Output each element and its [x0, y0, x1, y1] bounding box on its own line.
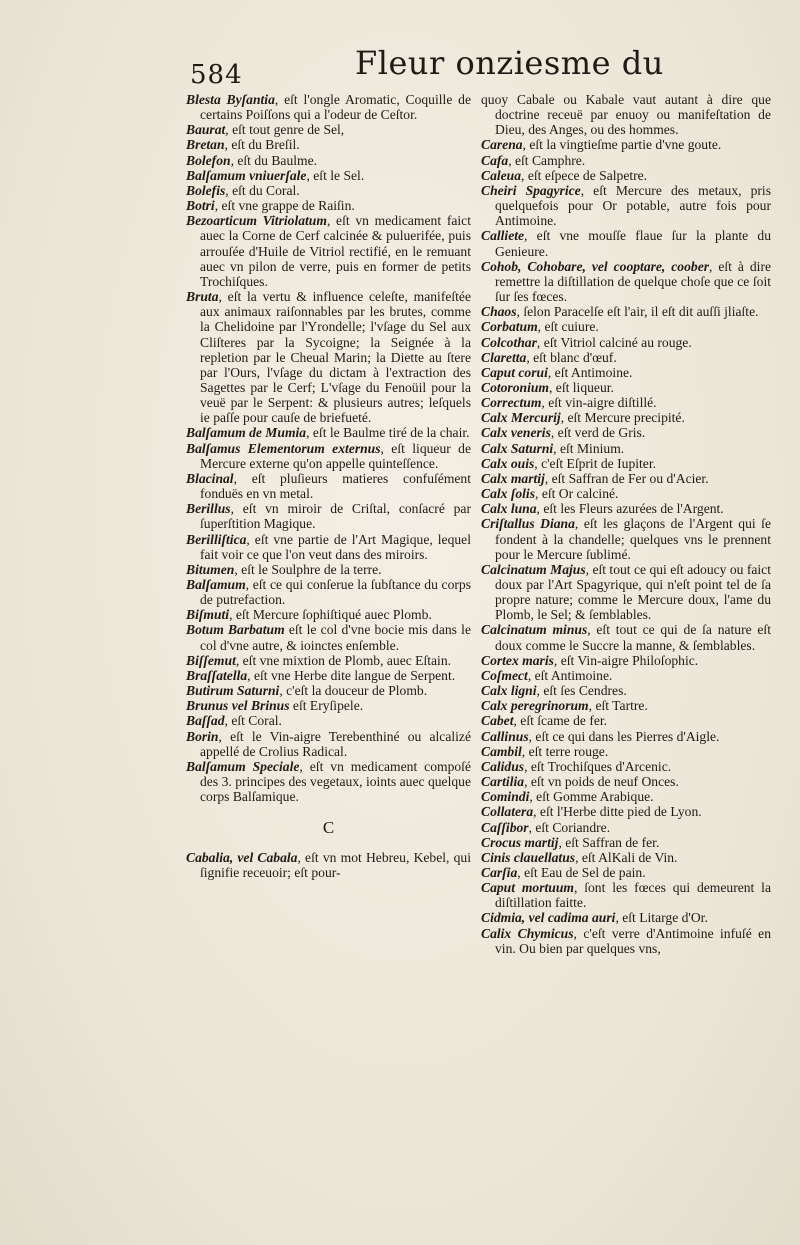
glossary-entry: [481, 168, 771, 183]
glossary-entry: [481, 395, 771, 410]
entry-definition: , eſt verd de Gris.: [550, 425, 646, 441]
entry-term: Blesta Byſantia: [186, 92, 275, 107]
entry-definition: , eſt ſcame de fer.: [513, 713, 608, 729]
entry-definition: , eſt ſes Cendres.: [536, 683, 627, 699]
glossary-entry: [481, 562, 771, 623]
entry-term: Correctum: [481, 395, 542, 411]
entry-term: Baſſad: [186, 713, 225, 729]
entry-definition: , eſt Antimoine.: [527, 667, 613, 683]
entry-term: Caput corui: [481, 364, 548, 380]
entry-definition: , eſt le Soulphre de la terre.: [234, 561, 382, 577]
glossary-entry: [481, 319, 771, 334]
glossary-entry: [186, 532, 471, 562]
entry-definition: , eſt vin-aigre diſtillé.: [541, 395, 657, 411]
entry-term: Cambil: [481, 743, 522, 759]
entry-definition: , eſt AlKali de Vin.: [575, 849, 678, 865]
entry-definition: , eſt vne mouſſe flaue ſur la plante du Genieure.: [495, 228, 771, 259]
entry-definition: , ſelon Paracelſe eſt l'air, il eſt dit auſſi jliaſte.: [516, 304, 759, 320]
glossary-entry: [481, 774, 771, 789]
entry-definition: , c'eſt la douceur de Plomb.: [279, 683, 428, 699]
glossary-entry: [481, 668, 771, 683]
glossary-entry: [481, 380, 771, 395]
entry-definition: , eſt Camphre.: [508, 152, 586, 168]
entry-definition: , eſt Gomme Arabique.: [529, 789, 654, 805]
entry-term: Callinus: [481, 728, 529, 744]
entry-term: Bolefis: [186, 182, 226, 198]
entry-term: Blacinal: [186, 470, 234, 486]
glossary-entry: [481, 865, 771, 880]
entry-definition: , eſt du Baulme.: [230, 152, 318, 168]
entry-term: Caleua: [481, 167, 522, 183]
glossary-entry: [481, 622, 771, 652]
entry-definition: , eſt vn medicament compoſé des 3. principes des vegetaux, ioints auec quelque corps Balſamique.: [200, 758, 471, 805]
glossary-entry: [481, 153, 771, 168]
glossary-entry: [481, 653, 771, 668]
entry-definition: , eſt ce qui dans les Pierres d'Aigle.: [528, 728, 720, 744]
entry-term: Calx martij: [481, 470, 545, 486]
glossary-entry: [481, 804, 771, 819]
entry-definition: , eſt liqueur.: [549, 379, 614, 395]
entry-term: Botum Barbatum: [186, 622, 285, 638]
glossary-entry: [186, 92, 471, 122]
entry-definition: , eſt la vertu & influence celeſte, manifeſtée aux animaux raiſonnables par les brutes, comme la Chelidoine par l'Yrondelle; l'vſage du Sel aux Cliſteres par la Sycoigne; la Seignée à la repletion par le Cheual Marin; la Diette au ſtere par l'Ours, l'vſage du dictam à l'extraction des Sagettes par le Cerf; L'vſage du Fenoüil pour la veuë par le Serpent: & plusieurs autres; leſquels ie paſſe pour cauſe de briefueté.: [200, 289, 471, 426]
glossary-entry: [481, 335, 771, 350]
glossary-entry: [186, 213, 471, 289]
left-entries-after: [186, 850, 471, 880]
entry-term: Cafa: [481, 152, 509, 168]
entry-term: Borin: [186, 728, 219, 744]
glossary-entry: [481, 789, 771, 804]
entry-definition: , eſt pluſieurs matieres confuſément fonduës en vn metal.: [200, 470, 471, 502]
glossary-entry: [481, 259, 771, 304]
entry-definition: , eſt les Fleurs azurées de l'Argent.: [536, 501, 724, 517]
glossary-entry: [186, 850, 471, 880]
entry-definition: , eſt le Vin-aigre Terebenthiné ou alcalizé appellé de Crolius Radical.: [200, 728, 471, 759]
glossary-entry: [481, 820, 771, 835]
entry-term: Butirum Saturni: [186, 683, 280, 699]
glossary-entry: [186, 729, 471, 759]
entry-term: Botri: [186, 198, 215, 214]
entry-term: Cabet: [481, 713, 514, 729]
glossary-entry: [186, 501, 471, 531]
glossary-entry: [186, 471, 471, 501]
entry-term: Calx peregrinorum: [481, 698, 589, 714]
page-number: 584: [190, 60, 243, 90]
glossary-entry: [481, 456, 771, 471]
entry-definition: , eſt vne mixtion de Plomb, auec Eſtain.: [235, 652, 452, 668]
entry-term: Calx ouis: [481, 455, 535, 471]
entry-term: Corbatum: [481, 319, 538, 335]
glossary-entry: [481, 910, 771, 925]
entry-term: Bitumen: [186, 561, 235, 577]
glossary-entry: [481, 441, 771, 456]
entry-definition: , eſt tout ce qui de ſa nature eſt doux comme le Succre la manne, & ſemblables.: [495, 622, 771, 653]
entry-definition: , eſt du Coral.: [225, 182, 300, 198]
entry-term: Bezoarticum Vitriolatum: [186, 213, 327, 229]
entry-definition: , eſt Antimoine.: [547, 364, 633, 380]
glossary-entry: [186, 683, 471, 698]
entry-definition: , eſt vn poids de neuf Onces.: [524, 774, 679, 790]
entry-definition: , c'eſt Eſprit de Iupiter.: [534, 455, 656, 471]
entry-term: Carena: [481, 137, 523, 153]
entry-definition: , eſt vne partie de l'Art Magique, lequel fait voir ce que l'on veut dans des miroirs.: [200, 531, 471, 562]
entry-term: Calx Mercurij: [481, 410, 561, 426]
left-entries: [186, 92, 471, 804]
glossary-entry: [481, 228, 771, 258]
entry-definition: , eſt Vitriol calciné au rouge.: [536, 334, 692, 350]
entry-term: Calix Chymicus: [481, 925, 574, 941]
entry-term: Biſſemut: [186, 652, 236, 668]
entry-term: Calx Saturni: [481, 440, 554, 456]
entry-definition: , ſont les fœces qui demeurent la diſtillation faitte.: [495, 880, 771, 911]
entry-term: Braſſatella: [186, 667, 248, 683]
glossary-entry: [186, 137, 471, 152]
glossary-entry: [481, 92, 771, 137]
entry-term: Cheiri Spagyrice: [481, 182, 581, 198]
entry-definition: eſt Eryſipele.: [289, 698, 364, 714]
entry-definition: , eſt du Breſil.: [224, 137, 300, 153]
glossary-entry: [481, 410, 771, 425]
right-entries: [481, 92, 771, 956]
glossary-entry: [481, 486, 771, 501]
entry-definition: , eſt vn mot Hebreu, Kebel, qui ſignifie receuoir; eſt pour-: [200, 849, 471, 880]
entry-term: Caſſibor: [481, 819, 529, 835]
entry-definition: , eſt Minium.: [553, 440, 625, 456]
entry-definition: , eſt tout genre de Sel,: [225, 122, 345, 138]
section-letter: C: [322, 818, 335, 838]
entry-term: Berilliſtica: [186, 531, 247, 547]
entry-term: Cartilia: [481, 774, 525, 790]
glossary-entry: [481, 365, 771, 380]
entry-term: Cidmia, vel cadima auri: [481, 910, 616, 926]
entry-definition: , eſt les glaçons de l'Argent qui ſe fondent à la chandelle; quelques vns le prennent pour le Mercure ſublimé.: [495, 516, 771, 562]
entry-term: Cotoronium: [481, 379, 549, 395]
glossary-entry: [481, 304, 771, 319]
entry-definition: , eſt vne Herbe dite langue de Serpent.: [247, 667, 456, 683]
entry-term: Berillus: [186, 501, 231, 517]
glossary-entry: [186, 713, 471, 728]
glossary-entry: [481, 713, 771, 728]
entry-term: Balſamum: [186, 577, 246, 592]
entry-definition: , eſt Saffran de fer.: [558, 834, 660, 850]
right-column: [481, 92, 771, 956]
entry-definition: , eſt vne grappe de Raiſin.: [214, 198, 355, 214]
entry-definition: , eſt blanc d'œuf.: [526, 349, 617, 365]
glossary-entry: [186, 562, 471, 577]
entry-term: Chaos: [481, 304, 517, 320]
entry-definition: , eſt vn miroir de Criſtal, conſacré par ſuperſtition Magique.: [200, 501, 471, 532]
glossary-entry: [481, 880, 771, 910]
glossary-entry: [186, 153, 471, 168]
entry-definition: , eſt Mercure des metaux, pris quelquefois pour Or potable, autre fois pour Antimoine.: [495, 182, 771, 229]
entry-term: Calidus: [481, 758, 525, 774]
left-column: [186, 92, 471, 880]
entry-term: Calliete: [481, 228, 525, 244]
entry-definition: , eſt l'ongle Aromatic, Coquille de certains Poiſſons qui a l'odeur de Ceſtor.: [200, 92, 471, 123]
entry-definition: , eſt eſpece de Salpetre.: [521, 167, 648, 183]
glossary-entry: [481, 744, 771, 759]
glossary-entry: [481, 729, 771, 744]
entry-term: Comindi: [481, 789, 530, 805]
entry-definition: , eſt Vin-aigre Philoſophic.: [553, 652, 699, 668]
entry-definition: , eſt Trochiſques d'Arcenic.: [524, 758, 672, 774]
entry-term: Criſtallus Diana: [481, 516, 575, 532]
entry-term: Biſmuti: [186, 607, 230, 623]
glossary-entry: [481, 926, 771, 956]
entry-term: Claretta: [481, 349, 527, 365]
entry-definition: , eſt ce qui conſerue la ſubſtance du corps de putrefaction.: [200, 577, 471, 608]
entry-term: Bruta: [186, 289, 219, 305]
glossary-entry: [186, 668, 471, 683]
entry-definition: , eſt vn medicament faict auec la Corne de Cerf calcinée & puluerifée, puis arrouſée d'Huile de Vitriol rectifié, en le remuant auec vn pilon de verre, puis en former de petits Trochiſques.: [200, 213, 471, 289]
entry-definition: , eſt à dire remettre la diſtillation de quelque choſe que ce ſoit ſur ſes fœces.: [495, 258, 772, 305]
entry-definition: , eſt Mercure precipité.: [560, 410, 685, 426]
entry-term: Brunus vel Brinus: [186, 698, 290, 714]
entry-definition: , eſt la vingtieſme partie d'vne goute.: [522, 137, 722, 153]
glossary-entry: [481, 501, 771, 516]
glossary-entry: [186, 122, 471, 137]
entry-term: Calx luna: [481, 501, 537, 517]
glossary-entry: [481, 137, 771, 152]
entry-term: Carſia: [481, 864, 518, 880]
entry-definition: , eſt Coriandre.: [528, 819, 611, 835]
glossary-entry: [186, 289, 471, 425]
running-title: Fleur onziesme du: [355, 44, 664, 82]
glossary-entry: [481, 698, 771, 713]
entry-definition: quoy Cabale ou Kabale vaut autant à dire que doctrine receuë par enuoy ou manifeſtation de Dieu, des Anges, ou des hommes.: [481, 92, 771, 138]
entry-definition: , eſt liqueur de Mercure externe qu'on appelle quinteſſence.: [200, 440, 471, 471]
entry-term: Coſmect: [481, 667, 528, 683]
glossary-entry: [186, 168, 471, 183]
entry-term: Calcinatum Majus: [481, 561, 586, 577]
glossary-entry: [481, 759, 771, 774]
entry-definition: , eſt Coral.: [224, 713, 282, 729]
entry-definition: , eſt cuiure.: [537, 319, 599, 335]
glossary-entry: [186, 198, 471, 213]
entry-definition: , eſt l'Herbe ditte pied de Lyon.: [533, 804, 702, 820]
glossary-entry: [186, 622, 471, 652]
entry-definition: , eſt le Sel.: [306, 167, 365, 183]
entry-term: Cohob, Cohobare, vel cooptare, coober: [481, 258, 710, 274]
entry-term: Collatera: [481, 804, 534, 820]
entry-term: Cortex maris: [481, 652, 554, 668]
glossary-entry: [186, 183, 471, 198]
glossary-entry: [481, 183, 771, 228]
entry-definition: , eſt Saffran de Fer ou d'Acier.: [544, 470, 709, 486]
entry-definition: , eſt tout ce qui eſt adoucy ou faict doux par l'Art Spagyrique, qui n'eſt point tel de ſa propre nature; comme le Mercure doux, l'ame du Plomb, le Sel; & ſemblables.: [495, 561, 771, 623]
entry-term: Cinis clauellatus: [481, 849, 576, 865]
entry-term: Balſamum Speciale: [186, 758, 300, 774]
glossary-entry: [481, 683, 771, 698]
glossary-entry: [481, 835, 771, 850]
entry-definition: eſt le col d'vne bocie mis dans le col d'vne autre, & ioinctes enſemble.: [200, 622, 471, 653]
entry-term: Calx ſolis: [481, 486, 536, 502]
glossary-entry: [186, 653, 471, 668]
entry-term: Calx veneris: [481, 425, 551, 441]
glossary-entry: [481, 350, 771, 365]
entry-definition: , c'eſt verre d'Antimoine infuſé en vin. Ou bien par quelques vns,: [495, 925, 771, 956]
glossary-entry: [186, 425, 471, 440]
glossary-entry: [481, 850, 771, 865]
glossary-entry: [481, 425, 771, 440]
entry-definition: , eſt Litarge d'Or.: [615, 910, 708, 926]
entry-term: Cabalia, vel Cabala: [186, 849, 298, 865]
entry-definition: , eſt terre rouge.: [521, 743, 609, 759]
entry-term: Crocus martij: [481, 834, 559, 850]
glossary-entry: [186, 759, 471, 804]
entry-term: Caput mortuum: [481, 880, 574, 896]
entry-term: Calx ligni: [481, 683, 537, 699]
entry-term: Bretan: [186, 137, 225, 153]
entry-definition: , eſt le Baulme tiré de la chair.: [306, 425, 470, 441]
entry-definition: , eſt Or calciné.: [535, 486, 619, 502]
glossary-entry: [186, 577, 471, 607]
entry-term: Calcinatum minus: [481, 622, 588, 638]
entry-definition: , eſt Tartre.: [588, 698, 648, 714]
glossary-entry: [481, 471, 771, 486]
glossary-entry: [186, 698, 471, 713]
entry-definition: , eſt Mercure ſophiſtiqué auec Plomb.: [229, 607, 432, 623]
glossary-entry: [186, 441, 471, 471]
entry-term: Baurat: [186, 122, 226, 138]
entry-term: Bolefon: [186, 152, 231, 168]
glossary-entry: [481, 516, 771, 561]
glossary-entry: [186, 607, 471, 622]
entry-term: Balſamus Elementorum externus: [186, 440, 381, 456]
entry-definition: , eſt Eau de Sel de pain.: [517, 864, 646, 880]
entry-term: Balſamum de Mumia: [186, 425, 307, 441]
entry-term: Colcothar: [481, 334, 537, 350]
entry-term: Balſamum vniuerſale: [186, 167, 307, 183]
